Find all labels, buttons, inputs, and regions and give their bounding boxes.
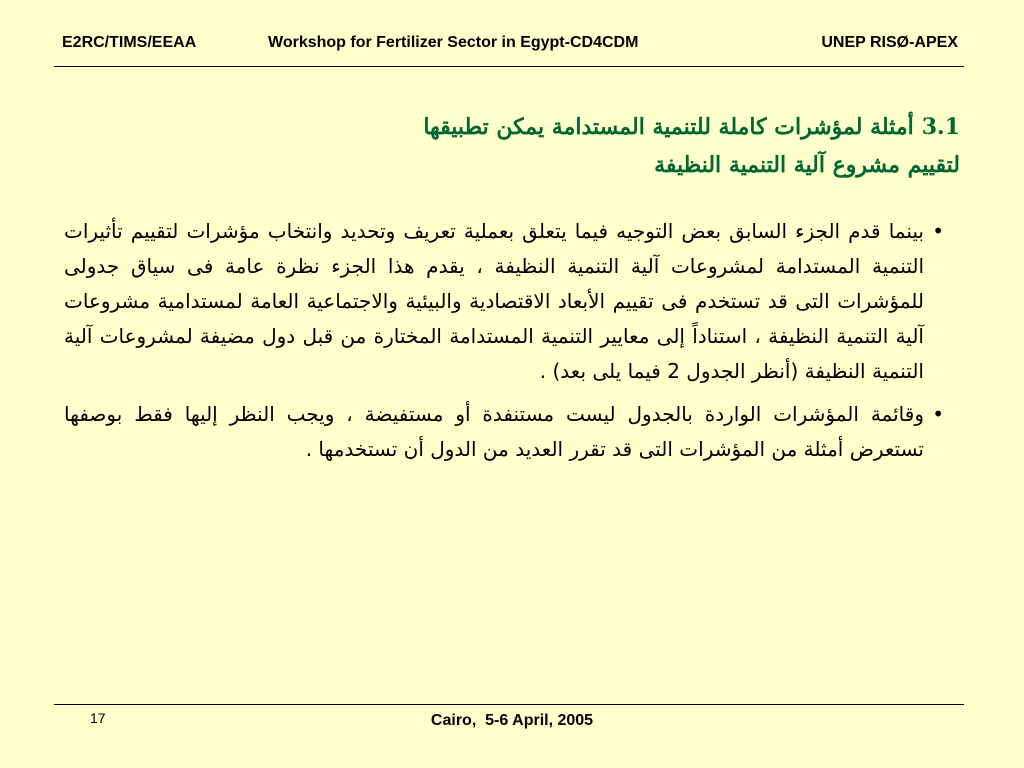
bullet-symbol: • (932, 402, 944, 426)
slide-title (260, 108, 960, 184)
section-number: 3.1 (921, 114, 960, 140)
header-divider (54, 66, 964, 67)
bullet-text: وقائمة المؤشرات الواردة بالجدول ليست مستنفدة أو مستفيضة ، ويجب النظر إليها فقط بوصفها تستعرض أمثلة من المؤشرات التى قد تقرر العديد من الدول أن تستخدمها . (64, 402, 924, 461)
bullet-text: بينما قدم الجزء السابق بعض التوجيه فيما يتعلق بعملية تعريف وتحديد وانتخاب مؤشرات لتقييم تأثيرات التنمية المستدامة لمشروعات آلية التنمية النظيفة ، يقدم هذا الجزء نظرة عامة فى سياق جدولى للمؤشرات التى قد تستخدم فى تقييم الأبعاد الاقتصادية والبيئية والاجتماعية العامة لمستدامية مشروعات آلية التنمية النظيفة ، استناداً إلى معايير التنمية المستدامة المختارة من قبل دول مضيفة لمشروعات آلية التنمية النظيفة (أنظر الجدول 2 فيما يلى بعد) . (64, 219, 924, 383)
footer-divider (54, 704, 964, 705)
title-line-2: لتقييم مشروع آلية التنمية النظيفة (654, 152, 960, 178)
title-line-1 (260, 108, 960, 146)
bullet-item (64, 214, 944, 389)
slide-body (64, 214, 944, 475)
header-right-org: UNEP RISØ-APEX (821, 34, 958, 51)
slide-header (54, 30, 964, 60)
header-workshop-title: Workshop for Fertilizer Sector in Egypt-CD4CDM (268, 34, 639, 51)
header-left-org: E2RC/TIMS/EEAA (62, 34, 197, 51)
footer-location-date: Cairo, 5-6 April, 2005 (430, 712, 594, 729)
bullet-symbol: • (932, 219, 944, 243)
title-line-1-text: أمثلة لمؤشرات كاملة للتنمية المستدامة يمكن تطبيقها (423, 114, 914, 140)
page-number: 17 (90, 710, 106, 726)
bullet-item (64, 397, 944, 467)
